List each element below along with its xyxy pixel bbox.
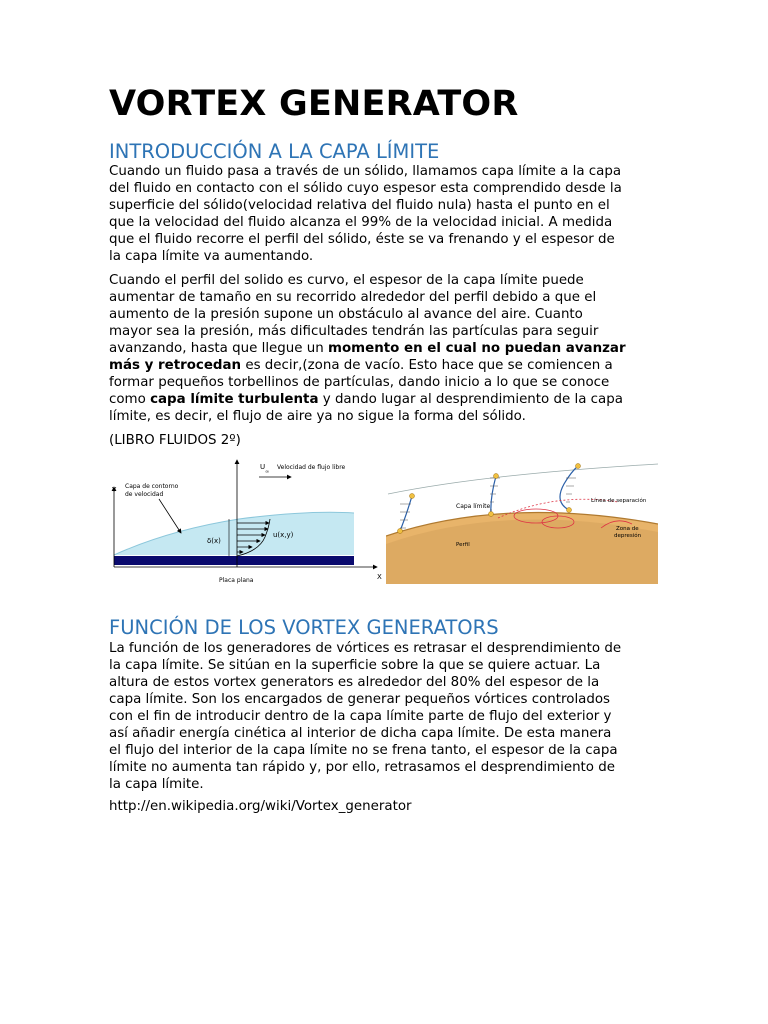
contour-label: Capa de contorno [125, 483, 179, 490]
flat-plate-boundary-layer-figure [109, 455, 384, 587]
bold-text: capa límite turbulenta [150, 392, 319, 407]
intro-paragraph-1 [109, 163, 661, 265]
flat-plate [114, 556, 354, 565]
text-line [109, 340, 661, 357]
text-line: aumentar de tamaño en su recorrido alrededor del perfil debido a que el [109, 290, 597, 305]
text-line: altura de estos vortex generators es alrededor del 80% del espesor de la [109, 675, 600, 690]
text-line: con el fin de introducir dentro de la capa límite parte de flujo del exterior y [109, 709, 612, 724]
boundary-layer-region [114, 512, 354, 555]
bold-text: momento en el cual no puedan avanzar [328, 341, 626, 356]
thickness-label: δ(x) [207, 537, 221, 545]
bold-text: más y retrocedan [109, 358, 242, 373]
separation-line-label: Línea de separación [591, 498, 647, 504]
text-line: que el fluido recorre el perfil del sólido, éste se va frenando y el espesor de [109, 232, 615, 247]
text-line: formar pequeños torbellinos de partículas, dando inicio a lo que se conoce [109, 375, 610, 390]
text-line [109, 357, 661, 374]
contour-label-2: de velocidad [125, 491, 164, 498]
text-line: la capa límite. Se sitúan en la superficie sobre la que se quiere actuar. La [109, 658, 601, 673]
text-line [109, 391, 661, 408]
plate-label: Placa plana [219, 577, 254, 584]
freestream-symbol: U [260, 463, 266, 471]
intro-paragraph-2 [109, 272, 661, 425]
curved-profile-separation-figure [386, 436, 658, 584]
text-line: que la velocidad del fluido alcanza el 99% de la velocidad inicial. A medida [109, 215, 613, 230]
outer-streamline [388, 464, 658, 494]
text-line: límite no aumenta tan rápido y, por ello, retrasamos el desprendimiento de [109, 760, 615, 775]
function-paragraph [109, 640, 661, 793]
velocity-label: u(x,y) [273, 531, 294, 539]
text-line: La función de los generadores de vórtices es retrasar el desprendimiento de [109, 641, 622, 656]
text-line: la capa límite. [109, 777, 204, 792]
freestream-subscript: ∞ [265, 469, 270, 475]
document-title: VORTEX GENERATOR [109, 84, 519, 124]
text-line: límite, es decir, el flujo de aire ya no sigue la forma del sólido. [109, 409, 526, 424]
text-run: como [109, 392, 151, 407]
text-line: Cuando un fluido pasa a través de un sólido, llamamos capa límite a la capa [109, 164, 622, 179]
text-run: avanzando, hasta que llegue un [109, 341, 329, 356]
section-heading-intro: INTRODUCCIÓN A LA CAPA LÍMITE [109, 140, 440, 163]
text-line: aumento de la presión supone un obstáculo al avance del aire. Cuanto [109, 307, 583, 322]
text-run: es decir,(zona de vacío. Esto hace que se comiencen a [241, 358, 613, 373]
text-line: del fluido en contacto con el sólido cuyo espesor esta comprendido desde la [109, 181, 622, 196]
wikipedia-link[interactable]: http://en.wikipedia.org/wiki/Vortex_generator [109, 799, 412, 814]
text-line: mayor sea la presión, más dificultades tendrán las partículas para seguir [109, 324, 599, 339]
text-line: así añadir energía cinética al interior de dicha capa límite. De esta manera [109, 726, 612, 741]
y-axis-label: Y [112, 486, 117, 494]
text-line: el flujo del interior de la capa límite no se frena tanto, el espesor de la capa [109, 743, 618, 758]
text-line: la capa límite va aumentando. [109, 249, 314, 264]
depression-zone-label-2: depresión [614, 533, 642, 539]
x-axis-label: X [377, 573, 382, 581]
citation-text: (LIBRO FLUIDOS 2º) [109, 433, 241, 448]
text-line: capa límite. Son los encargados de generar pequeños vórtices controlados [109, 692, 611, 707]
depression-zone-label: Zona de [616, 526, 639, 532]
freestream-label: Velocidad de flujo libre [277, 464, 346, 471]
text-run: y dando lugar al desprendimiento de la capa [318, 392, 623, 407]
text-line: Cuando el perfil del solido es curvo, el espesor de la capa límite puede [109, 273, 584, 288]
text-line: superficie del sólido(velocidad relativa del fluido nula) hasta el punto en el [109, 198, 610, 213]
contour-pointer-arrow [159, 499, 181, 533]
profile-label: Perfil [456, 542, 470, 548]
section-heading-function: FUNCIÓN DE LOS VORTEX GENERATORS [109, 616, 499, 639]
boundary-layer-label: Capa límite [456, 503, 491, 510]
